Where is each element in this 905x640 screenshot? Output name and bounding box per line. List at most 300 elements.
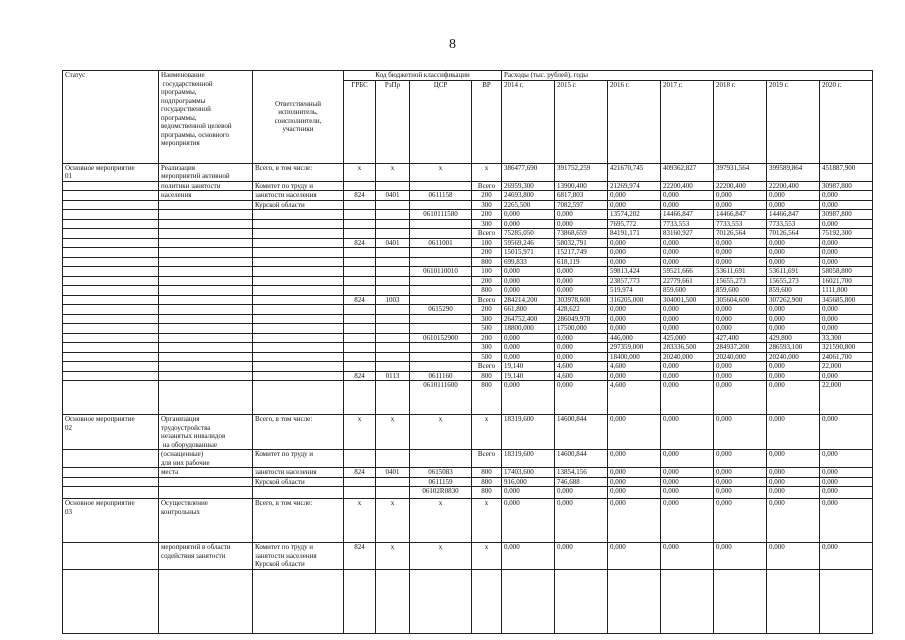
table-cell	[253, 569, 344, 633]
table-cell	[376, 333, 410, 343]
table-cell	[253, 371, 344, 381]
table-row	[63, 219, 873, 229]
table-cell	[410, 200, 472, 210]
table-cell: 0,000	[608, 257, 661, 267]
table-cell: 0,000	[714, 477, 767, 487]
table-row	[63, 543, 873, 570]
table-cell: 0,000	[502, 276, 555, 286]
table-cell: 200	[472, 248, 502, 258]
table-row	[63, 238, 873, 248]
table-cell	[159, 295, 253, 305]
table-cell: 26959,300	[502, 181, 555, 191]
table-cell	[410, 569, 472, 633]
table-cell: 0,000	[661, 362, 714, 372]
table-cell	[344, 229, 376, 239]
table-cell: 0,000	[820, 200, 873, 210]
table-cell	[253, 286, 344, 296]
table-body	[63, 163, 873, 569]
table-cell	[344, 487, 376, 499]
budget-table	[62, 70, 873, 634]
table-cell: 0,000	[767, 248, 820, 258]
table-cell	[63, 276, 159, 286]
table-cell	[159, 305, 253, 315]
table-cell: 0,000	[502, 543, 555, 570]
table-cell: 0,000	[608, 238, 661, 248]
table-cell: 446,000	[608, 333, 661, 343]
table-cell: 0,000	[661, 305, 714, 315]
table-cell	[410, 257, 472, 267]
table-cell: 0,000	[502, 352, 555, 362]
table-cell	[376, 450, 410, 468]
table-cell	[344, 314, 376, 324]
table-cell: 0,000	[820, 477, 873, 487]
table-cell: 859,600	[714, 286, 767, 296]
table-cell: 0,000	[555, 210, 608, 220]
table-cell: мероприятий в области содействия занятости	[159, 543, 253, 570]
table-cell	[376, 276, 410, 286]
table-cell	[410, 450, 472, 468]
table-cell	[63, 343, 159, 353]
table-cell: 0,000	[661, 314, 714, 324]
table-cell: 0,000	[820, 257, 873, 267]
table-cell: 300	[472, 219, 502, 229]
table-cell	[608, 569, 661, 633]
table-cell: х	[410, 163, 472, 181]
table-cell: 0,000	[555, 267, 608, 277]
table-cell: 0,000	[555, 487, 608, 499]
table-cell: 0,000	[767, 314, 820, 324]
table-cell: 0,000	[661, 238, 714, 248]
table-cell: 0,000	[767, 543, 820, 570]
table-cell: 0,000	[767, 477, 820, 487]
table-cell: 0,000	[714, 200, 767, 210]
table-cell	[253, 248, 344, 258]
table-row	[63, 477, 873, 487]
table-cell	[63, 286, 159, 296]
table-cell: 33,300	[820, 333, 873, 343]
table-cell: 0,000	[661, 415, 714, 450]
table-cell: х	[376, 163, 410, 181]
header-year: 2016 г.	[608, 80, 661, 163]
table-cell: 0,000	[714, 257, 767, 267]
table-cell: 0615290	[410, 305, 472, 315]
table-cell	[253, 305, 344, 315]
table-cell: 22200,400	[661, 181, 714, 191]
table-cell: 0,000	[767, 238, 820, 248]
table-cell: места	[159, 468, 253, 478]
table-cell	[253, 487, 344, 499]
table-cell	[63, 210, 159, 220]
table-cell: 18400,000	[608, 352, 661, 362]
table-row	[63, 314, 873, 324]
table-cell: 0610111600	[410, 381, 472, 415]
table-cell	[344, 450, 376, 468]
table-cell	[63, 267, 159, 277]
table-cell	[376, 314, 410, 324]
table-cell	[410, 343, 472, 353]
table-cell: 0,000	[608, 415, 661, 450]
table-cell	[376, 210, 410, 220]
table-cell: 0,000	[608, 477, 661, 487]
table-cell	[63, 314, 159, 324]
table-cell: 0,000	[714, 305, 767, 315]
table-cell	[376, 229, 410, 239]
table-cell	[63, 381, 159, 415]
table-cell: 13854,156	[555, 468, 608, 478]
table-cell: 06102R0830	[410, 487, 472, 499]
table-cell: 0,000	[767, 415, 820, 450]
table-cell: 0,000	[555, 352, 608, 362]
table-cell: 397931,564	[714, 163, 767, 181]
table-cell: 0,000	[714, 468, 767, 478]
table-row	[63, 276, 873, 286]
table-cell: 0,000	[820, 314, 873, 324]
table-row	[63, 450, 873, 468]
table-row	[63, 333, 873, 343]
table-cell: 0,000	[767, 371, 820, 381]
table-cell: 0,000	[820, 305, 873, 315]
table-cell: 345685,800	[820, 295, 873, 305]
table-row	[63, 248, 873, 258]
table-cell: 84191,171	[608, 229, 661, 239]
header-year: 2017 г.	[661, 80, 714, 163]
table-cell: 58032,791	[555, 238, 608, 248]
table-cell: Осуществление контрольных	[159, 499, 253, 543]
table-cell	[344, 343, 376, 353]
table-cell: Основное мероприятие 01	[63, 163, 159, 181]
table-cell: 746,688	[555, 477, 608, 487]
table-cell: 0,000	[661, 191, 714, 201]
table-cell: 7733,553	[661, 219, 714, 229]
table-row	[63, 343, 873, 353]
table-cell: 0,000	[820, 415, 873, 450]
table-cell	[63, 191, 159, 201]
table-cell: 0611001	[410, 238, 472, 248]
table-cell: 0,000	[767, 450, 820, 468]
table-cell: 307262,900	[767, 295, 820, 305]
table-cell	[159, 229, 253, 239]
table-cell: 0,000	[714, 191, 767, 201]
table-cell: 0,000	[767, 362, 820, 372]
table-row	[63, 415, 873, 450]
table-row	[63, 286, 873, 296]
table-cell	[376, 267, 410, 277]
table-cell: 0,000	[767, 305, 820, 315]
table-cell: 0,000	[714, 238, 767, 248]
table-cell: 283336,500	[661, 343, 714, 353]
table-cell: 0615083	[410, 468, 472, 478]
table-cell: 0401	[376, 238, 410, 248]
table-cell: 0,000	[555, 499, 608, 543]
table-cell: 0,000	[661, 257, 714, 267]
table-cell: 6817,803	[555, 191, 608, 201]
header-year: 2020 г.	[820, 80, 873, 163]
table-cell: 0,000	[502, 343, 555, 353]
table-cell: 0,000	[661, 371, 714, 381]
table-cell: 1003	[376, 295, 410, 305]
table-cell: 30987,800	[820, 210, 873, 220]
table-cell: 0,000	[608, 371, 661, 381]
table-cell: 305604,600	[714, 295, 767, 305]
table-cell: 800	[472, 381, 502, 415]
table-cell	[159, 248, 253, 258]
header-name: Наименование государственной программы, подпрограммы государственной программы, ведомственной целевой программы, основного мероприятия	[159, 71, 253, 164]
table-cell: 824	[344, 543, 376, 570]
table-row	[63, 487, 873, 499]
table-cell: 7695,772	[608, 219, 661, 229]
table-cell	[344, 477, 376, 487]
table-cell	[344, 257, 376, 267]
table-cell: Всего	[472, 295, 502, 305]
table-cell	[159, 381, 253, 415]
table-cell: 0,000	[714, 248, 767, 258]
table-cell: 800	[472, 487, 502, 499]
table-cell	[376, 477, 410, 487]
table-cell	[344, 276, 376, 286]
table-cell: 200	[472, 210, 502, 220]
table-cell	[253, 314, 344, 324]
table-cell: 0,000	[820, 191, 873, 201]
table-cell: 7733,553	[767, 219, 820, 229]
table-cell	[376, 324, 410, 334]
table-cell	[159, 362, 253, 372]
table-cell: 297359,000	[608, 343, 661, 353]
table-cell: 70126,564	[714, 229, 767, 239]
table-cell: 0,000	[820, 238, 873, 248]
header-year: 2015 г.	[555, 80, 608, 163]
table-cell: Основное мероприятие 03	[63, 499, 159, 543]
table-cell: 1111,800	[820, 286, 873, 296]
table-cell: 4,600	[555, 362, 608, 372]
table-cell: 0,000	[820, 324, 873, 334]
table-cell	[63, 257, 159, 267]
table-cell	[63, 477, 159, 487]
table-cell: 0,000	[555, 343, 608, 353]
table-cell	[159, 314, 253, 324]
table-cell: х	[410, 543, 472, 570]
table-cell	[159, 487, 253, 499]
table-cell: х	[344, 163, 376, 181]
table-cell: 304001,500	[661, 295, 714, 305]
table-cell: 429,800	[767, 333, 820, 343]
table-cell	[714, 569, 767, 633]
table-cell	[253, 333, 344, 343]
table-cell: 500	[472, 352, 502, 362]
table-cell: 0,000	[502, 286, 555, 296]
table-cell	[159, 371, 253, 381]
table-cell	[376, 352, 410, 362]
table-cell: 15217,749	[555, 248, 608, 258]
table-cell	[344, 248, 376, 258]
table-cell: 58058,800	[820, 267, 873, 277]
table-cell: 0,000	[820, 371, 873, 381]
table-cell	[344, 381, 376, 415]
table-cell: Курской области	[253, 477, 344, 487]
table-cell: 0,000	[608, 305, 661, 315]
table-cell: 14600,844	[555, 450, 608, 468]
table-cell	[253, 267, 344, 277]
table-cell	[376, 487, 410, 499]
header-expenses: Расходы (тыс. рублей), годы	[502, 71, 873, 81]
table-cell	[344, 569, 376, 633]
table-row	[63, 210, 873, 220]
header-year: 2018 г.	[714, 80, 767, 163]
table-cell: 0,000	[661, 450, 714, 468]
table-cell: 200	[472, 333, 502, 343]
table-cell: Организация трудоустройства незанятых инвалидов на оборудованные	[159, 415, 253, 450]
table-cell	[376, 200, 410, 210]
table-cell: 0,000	[661, 477, 714, 487]
table-cell: х	[472, 415, 502, 450]
table-cell: 73868,659	[555, 229, 608, 239]
table-cell: 284937,200	[714, 343, 767, 353]
table-cell: х	[472, 499, 502, 543]
table-cell: 824	[344, 238, 376, 248]
table-cell: 0113	[376, 371, 410, 381]
table-cell: 0,000	[820, 248, 873, 258]
table-cell: 22200,400	[714, 181, 767, 191]
table-cell	[344, 333, 376, 343]
table-cell: 0,000	[714, 499, 767, 543]
table-cell: 0,000	[820, 487, 873, 499]
table-cell	[410, 276, 472, 286]
table-cell: 2265,500	[502, 200, 555, 210]
table-cell: 399589,864	[767, 163, 820, 181]
table-cell: 916,000	[502, 477, 555, 487]
table-cell: Всего	[472, 450, 502, 468]
table-cell: 0,000	[661, 381, 714, 415]
table-cell: 19,140	[502, 371, 555, 381]
table-cell: занятости населения	[253, 468, 344, 478]
table-cell: 800	[472, 371, 502, 381]
table-cell: 0,000	[714, 381, 767, 415]
table-cell	[502, 569, 555, 633]
table-cell: 0,000	[608, 499, 661, 543]
table-cell: 300	[472, 343, 502, 353]
table-row	[63, 499, 873, 543]
table-cell: 824	[344, 468, 376, 478]
table-cell: 300	[472, 314, 502, 324]
table-cell: 0,000	[661, 324, 714, 334]
table-cell: 500	[472, 324, 502, 334]
table-cell	[253, 324, 344, 334]
table-cell: 800	[472, 468, 502, 478]
table-cell: Всего, в том числе:	[253, 499, 344, 543]
table-cell: 20240,000	[767, 352, 820, 362]
table-cell: х	[376, 499, 410, 543]
table-cell	[159, 257, 253, 267]
table-row	[63, 181, 873, 191]
header-year: 2019 г.	[767, 80, 820, 163]
table-cell: 18319,600	[502, 415, 555, 450]
table-cell	[410, 295, 472, 305]
table-cell	[376, 305, 410, 315]
table-cell: 519,974	[608, 286, 661, 296]
table-cell: 200	[472, 276, 502, 286]
header-rzpr: РзПр	[376, 80, 410, 163]
table-cell	[410, 286, 472, 296]
table-cell: 20240,000	[714, 352, 767, 362]
table-row	[63, 295, 873, 305]
table-cell: 0,000	[502, 333, 555, 343]
table-row	[63, 163, 873, 181]
table-cell: 0611159	[410, 477, 472, 487]
table-cell: 0,000	[767, 191, 820, 201]
table-cell	[159, 477, 253, 487]
table-cell: 75285,050	[502, 229, 555, 239]
table-cell: 18319,600	[502, 450, 555, 468]
table-cell	[344, 200, 376, 210]
table-cell: х	[376, 415, 410, 450]
table-cell: Комитет по труду и	[253, 450, 344, 468]
table-cell	[376, 248, 410, 258]
table-cell: 59521,666	[661, 267, 714, 277]
table-cell	[376, 343, 410, 353]
table-cell	[410, 352, 472, 362]
table-cell	[63, 450, 159, 468]
table-cell: 859,600	[661, 286, 714, 296]
table-cell: 0,000	[608, 468, 661, 478]
table-cell: 0,000	[820, 543, 873, 570]
table-cell: 0,000	[714, 487, 767, 499]
table-cell: 0,000	[714, 450, 767, 468]
table-cell	[63, 324, 159, 334]
table-cell	[159, 210, 253, 220]
table-cell: 22,000	[820, 362, 873, 372]
table-cell: 0,000	[555, 543, 608, 570]
table-cell: 200	[472, 191, 502, 201]
table-cell: 286593,100	[767, 343, 820, 353]
table-cell	[410, 362, 472, 372]
table-cell	[344, 210, 376, 220]
header-csr: ЦСР	[410, 80, 472, 163]
table-cell: 0,000	[714, 324, 767, 334]
table-cell: 0,000	[502, 267, 555, 277]
table-cell	[344, 362, 376, 372]
table-cell: 0,000	[767, 468, 820, 478]
table-cell: 0,000	[661, 487, 714, 499]
table-cell	[63, 487, 159, 499]
table-cell: 0,000	[608, 191, 661, 201]
table-cell: 7082,597	[555, 200, 608, 210]
table-cell	[376, 569, 410, 633]
table-row	[63, 229, 873, 239]
table-cell: 15015,971	[502, 248, 555, 258]
table-cell	[767, 569, 820, 633]
table-cell	[63, 362, 159, 372]
table-cell: 0,000	[661, 543, 714, 570]
table-cell: 0,000	[502, 219, 555, 229]
table-cell: 0,000	[661, 248, 714, 258]
table-cell	[253, 276, 344, 286]
table-row	[63, 267, 873, 277]
table-cell: 264752,400	[502, 314, 555, 324]
table-row	[63, 381, 873, 415]
table-cell: 59569,246	[502, 238, 555, 248]
table-cell: 0,000	[555, 276, 608, 286]
table-cell	[472, 569, 502, 633]
table-cell	[63, 371, 159, 381]
table-row	[63, 352, 873, 362]
table-cell: 0,000	[714, 543, 767, 570]
table-cell	[159, 200, 253, 210]
table-cell: 0,000	[820, 468, 873, 478]
table-cell	[376, 362, 410, 372]
table-cell	[253, 295, 344, 305]
table-cell: 100	[472, 238, 502, 248]
table-cell: 4,600	[608, 381, 661, 415]
table-cell	[410, 248, 472, 258]
